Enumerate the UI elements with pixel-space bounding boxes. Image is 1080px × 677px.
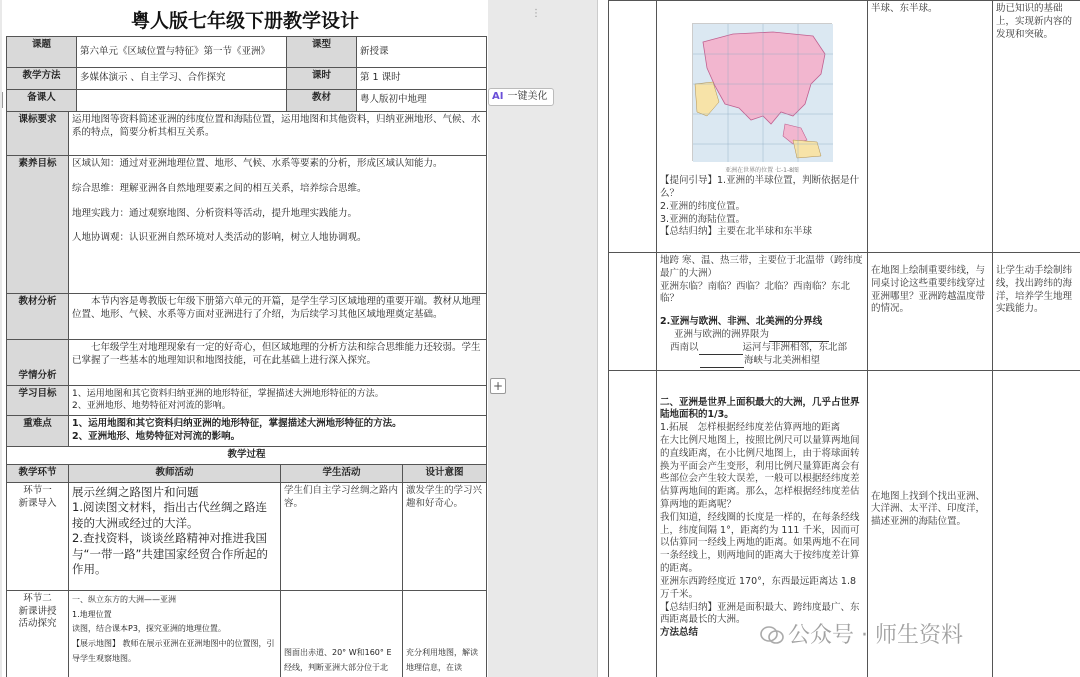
preparer-value bbox=[77, 90, 287, 112]
process-header: 学生活动 bbox=[281, 465, 403, 483]
teacher-cell-summary bbox=[657, 253, 868, 371]
stage-1-teacher bbox=[69, 482, 281, 590]
curriculum-label: 课标要求 bbox=[7, 112, 69, 156]
teacher-line: 2.查找资料，谈谈丝路精神对推进我国与“一带一路”共建国家经贸合作所起的作用。 bbox=[72, 531, 268, 577]
add-block-button[interactable]: + bbox=[490, 378, 506, 394]
document-page-1 bbox=[2, 0, 488, 677]
process-table-continued bbox=[608, 0, 1080, 677]
stage-1-name: 环节一 新课导入 bbox=[7, 482, 69, 590]
key-item: 1、运用地图和其它资料归纳亚洲的地形特征，掌握描述大洲地形特征的方法。 bbox=[72, 418, 402, 429]
area-line: 我们知道，经线圈的长度是一样的，在每条经线上，纬度间隔 1°，距离约为 111 千米，因而可以估算同一经线上两地的距离。如果两地不在同一条经线上，则两地间的距离大于按纬度差计算的距离。 bbox=[660, 511, 860, 575]
wechat-icon bbox=[760, 625, 784, 645]
watermark-text: 公众号 · 师生资料 bbox=[788, 623, 963, 648]
method-value: 多媒体演示 、自主学习、合作探究 bbox=[77, 68, 287, 90]
hours-value: 第 1 课时 bbox=[357, 68, 487, 90]
stage-cell-empty bbox=[609, 253, 657, 371]
asia-map-graphic bbox=[693, 24, 833, 162]
method-label: 教学方法 bbox=[7, 68, 77, 90]
hint-line: 【提问引导】1.亚洲的半球位置，判断依据是什么？ bbox=[660, 175, 860, 199]
key-cell bbox=[69, 416, 487, 447]
material-label: 教材 bbox=[287, 90, 357, 112]
teacher-line: 读图，结合课本P3，探究亚洲的地理位置。 bbox=[72, 624, 226, 634]
type-value: 新授课 bbox=[357, 37, 487, 68]
method-summary: 方法总结 bbox=[660, 627, 699, 639]
key-item: 2、亚洲地形、地势特征对河流的影响。 bbox=[72, 430, 241, 442]
objectives-table bbox=[6, 111, 487, 447]
stage-2-name: 环节二 新课讲授 活动探究 bbox=[7, 590, 69, 677]
area-design-cell bbox=[993, 370, 1080, 677]
stage-cell-empty bbox=[609, 370, 657, 677]
hint-line: 3.亚洲的海陆位置。 bbox=[660, 213, 746, 225]
preparer-label: 备课人 bbox=[7, 90, 77, 112]
goal-item: 2、亚洲地形、地势特征对河流的影响。 bbox=[72, 401, 231, 412]
area-student-cell: 在地图上找到个找出亚洲、大洋洲、太平洋、印度洋，描述亚洲的海陆位置。 bbox=[868, 370, 993, 677]
area-line: 1.拓展 怎样根据经纬度差估算两地的距离 bbox=[660, 422, 841, 434]
teacher-line: 1.阅读图文材料，指出古代丝绸之路连接的大洲或经过的大洋。 bbox=[72, 500, 267, 530]
top-student-text: 半球、东半球。 bbox=[871, 3, 938, 14]
stage-1-design: 激发学生的学习兴趣和好奇心。 bbox=[403, 482, 487, 590]
drag-handle-icon[interactable]: ⋮ bbox=[531, 8, 541, 19]
goals-cell bbox=[69, 386, 487, 416]
hint-line: 【总结归纳】主要在北半球和东半球 bbox=[660, 226, 813, 238]
watermark bbox=[760, 618, 963, 649]
literacy-cell bbox=[69, 156, 487, 294]
border-line: 西南以 运河与非洲相邻，东北部 bbox=[670, 341, 848, 353]
border-line: 海峡与北美洲相望 bbox=[660, 355, 864, 368]
map-caption: 亚洲在世界的位置 七-1-8图 bbox=[725, 167, 799, 174]
lesson-value: 第六单元《区域位置与特征》第一节《亚洲》 bbox=[77, 37, 287, 68]
teacher-line: 【展示地图】 教师在展示亚洲在亚洲地图中的位置图，引导学生观察地图。 bbox=[72, 639, 275, 663]
stage-1-student: 学生们自主学习丝绸之路内容。 bbox=[281, 482, 403, 590]
key-label: 重难点 bbox=[7, 416, 69, 447]
area-line: 亚洲东西跨经度近 170°，东西最远距离达 1.8 万千米。 bbox=[660, 575, 857, 600]
literacy-item: 人地协调观：认识亚洲自然环境对人类活动的影响，树立人地协调观。 bbox=[72, 232, 367, 244]
student-analysis-text: 七年级学生对地理现象有一定的好奇心，但区域地理的分析方法和综合思维能力还较弱。学生已掌握了一些基本的地理知识和地图技能，可在此基础上进行深入探究。 bbox=[69, 340, 487, 386]
goal-item: 1、运用地图和其它资料归纳亚洲的地形特征，掌握描述大洲地形特征的方法。 bbox=[72, 389, 384, 399]
goals-label: 学习目标 bbox=[7, 386, 69, 416]
literacy-item: 综合思维：理解亚洲各自然地理要素之间的相互关系，培养综合思维。 bbox=[72, 182, 367, 194]
lesson-info-table bbox=[6, 36, 487, 112]
hint-line: 地跨 寒、温、热三带，主要位于北温带（跨纬度最广的大洲） bbox=[660, 255, 863, 279]
beautify-button[interactable] bbox=[488, 88, 554, 106]
top-design-text: 助已知识的基础上，实现新内容的发现和突破。 bbox=[996, 3, 1073, 40]
textbook-text: 本节内容是粤教版七年级下册第六单元的开篇，是学生学习区域地理的重要开端。教材从地理位置、地形、气候、水系等方面对亚洲进行了介绍，为后续学习其他区域地理奠定基础。 bbox=[69, 294, 487, 340]
curriculum-text: 运用地图等资料简述亚洲的纬度位置和海陆位置，运用地图和其他资料，归纳亚洲地形、气候、水系的特点，简要分析其相互关系。 bbox=[69, 112, 487, 156]
area-line: 在大比例尺地图上，按照比例尺可以量算两地间的直线距离，在小比例尺地图上，由于将球面转换为平面会产生变形，利用比例尺量算距离会有些部位会产生较大误差，一般可以根据经纬度差估算两地间的距离。那么，怎样根据经纬度差估算两地的距离呢？ bbox=[660, 434, 860, 510]
border-title: 2.亚洲与欧洲、非洲、北美洲的分界线 bbox=[660, 316, 823, 328]
hint-line: 2.亚洲的纬度位置。 bbox=[660, 200, 746, 212]
stage-cell-empty bbox=[609, 1, 657, 253]
stage-2-teacher bbox=[69, 590, 281, 677]
beautify-label: 一键美化 bbox=[507, 91, 548, 102]
teacher-line: 一、纵立东方的大洲——亚洲 bbox=[72, 594, 176, 604]
lesson-label: 课题 bbox=[7, 37, 77, 68]
student-analysis-label: 学情分析 bbox=[7, 340, 69, 386]
area-title: 二、亚洲是世界上面积最大的大洲，几乎占世界陆地面积的1/3。 bbox=[660, 396, 860, 421]
process-table bbox=[6, 446, 487, 677]
process-header: 设计意图 bbox=[403, 465, 487, 483]
teacher-line: 展示丝绸之路图片和问题 bbox=[72, 484, 199, 499]
top-design-cell bbox=[993, 1, 1080, 253]
literacy-item: 区域认知：通过对亚洲地理位置、地形、气候、水系等要素的分析，形成区域认知能力。 bbox=[72, 158, 443, 169]
process-header: 教学环节 bbox=[7, 465, 69, 483]
stage-2-design: 充分利用地图，解读地理信息，在读 bbox=[403, 590, 487, 677]
hint-line: 亚洲东临？南临？西临？北临？西南临？东北临？ bbox=[660, 280, 851, 305]
material-value: 粤人版初中地理 bbox=[357, 90, 487, 112]
hours-label: 课时 bbox=[287, 68, 357, 90]
process-title: 教学过程 bbox=[7, 447, 487, 465]
border-line: 亚洲与欧洲的洲界限为 bbox=[660, 329, 864, 342]
teacher-line: 1.地理位置 bbox=[72, 609, 112, 619]
mid-student-cell: 在地图上绘制重要纬线，与同桌讨论这些重要纬线穿过亚洲哪里？亚洲跨越温度带的情况。 bbox=[868, 253, 993, 371]
type-label: 课型 bbox=[287, 37, 357, 68]
document-title: 粤人版七年级下册教学设计 bbox=[130, 10, 359, 32]
literacy-item: 地理实践力：通过观察地图、分析资料等活动，提升地理实践能力。 bbox=[72, 207, 358, 219]
literacy-label: 素养目标 bbox=[7, 156, 69, 294]
document-page-2 bbox=[597, 0, 1080, 677]
ai-icon: AI bbox=[492, 91, 504, 102]
stage-2-student: 图面出赤道、20° W和160° E经线，判断亚洲大部分位于北 bbox=[281, 590, 403, 677]
teacher-cell-map bbox=[657, 1, 868, 253]
asia-map-image bbox=[692, 23, 832, 161]
textbook-label: 教材分析 bbox=[7, 294, 69, 340]
top-student-cell bbox=[868, 1, 993, 253]
area-line: 【总结归纳】亚洲是面积最大、跨纬度最广、东西距离最长的大洲。 bbox=[660, 601, 860, 626]
mid-design-cell: 让学生动手绘制纬线，找出跨纬的海洋，培养学生地理实践能力。 bbox=[993, 253, 1080, 371]
process-header: 教师活动 bbox=[69, 465, 281, 483]
